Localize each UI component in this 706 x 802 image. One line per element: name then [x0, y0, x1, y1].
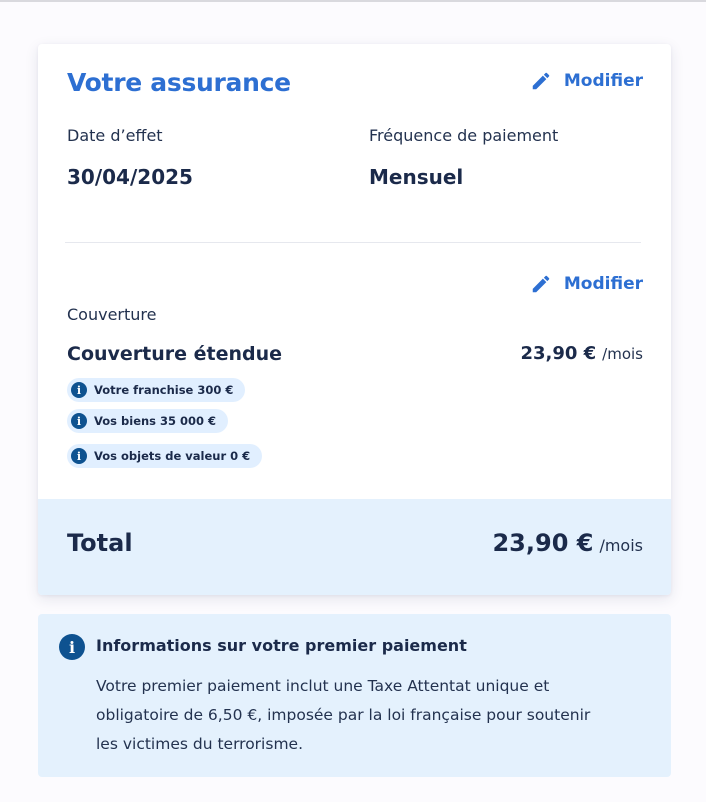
effective-date-label: Date d’effet [67, 126, 163, 145]
first-payment-info-box [38, 614, 671, 777]
coverage-price [520, 343, 643, 364]
payment-frequency-value: Mensuel [369, 165, 464, 189]
total-label: Total [67, 529, 133, 557]
coverage-price-amount: 23,90 € [520, 343, 597, 364]
coverage-price-unit: /mois [602, 345, 643, 363]
pencil-icon [530, 273, 552, 295]
section-divider [65, 242, 641, 243]
total-section [38, 499, 671, 595]
total-price [492, 529, 643, 557]
total-price-amount: 23,90 € [492, 529, 594, 557]
insurance-summary-card [38, 44, 671, 595]
info-icon: i [71, 382, 87, 398]
info-icon: i [59, 634, 85, 660]
chip-label: Vos biens 35 000 € [94, 414, 217, 428]
info-body-line: Votre premier paiement inclut une Taxe Attentat unique et [96, 677, 550, 695]
info-icon: i [71, 413, 87, 429]
deductible-chip[interactable] [67, 378, 245, 402]
pencil-icon [530, 70, 552, 92]
info-title: Informations sur votre premier paiement [96, 636, 467, 655]
effective-date-value: 30/04/2025 [67, 165, 193, 189]
coverage-label: Couverture [67, 305, 157, 324]
info-body [96, 672, 590, 759]
info-body-line: obligatoire de 6,50 €, imposée par la loi française pour soutenir [96, 706, 591, 724]
chip-label: Votre franchise 300 € [94, 383, 234, 397]
chip-label: Vos objets de valeur 0 € [94, 449, 251, 463]
modify-insurance-button[interactable] [530, 70, 643, 92]
valuables-chip[interactable] [67, 444, 262, 468]
top-divider [0, 0, 706, 2]
card-title: Votre assurance [67, 68, 291, 97]
modify-coverage-button[interactable] [530, 273, 643, 295]
modify-label: Modifier [563, 71, 643, 91]
payment-frequency-label: Fréquence de paiement [369, 126, 559, 145]
info-icon: i [71, 448, 87, 464]
belongings-chip[interactable] [67, 409, 228, 433]
modify-label: Modifier [563, 274, 643, 294]
total-price-unit: /mois [599, 536, 643, 555]
coverage-name: Couverture étendue [67, 343, 283, 365]
info-body-line: les victimes du terrorisme. [96, 735, 304, 753]
